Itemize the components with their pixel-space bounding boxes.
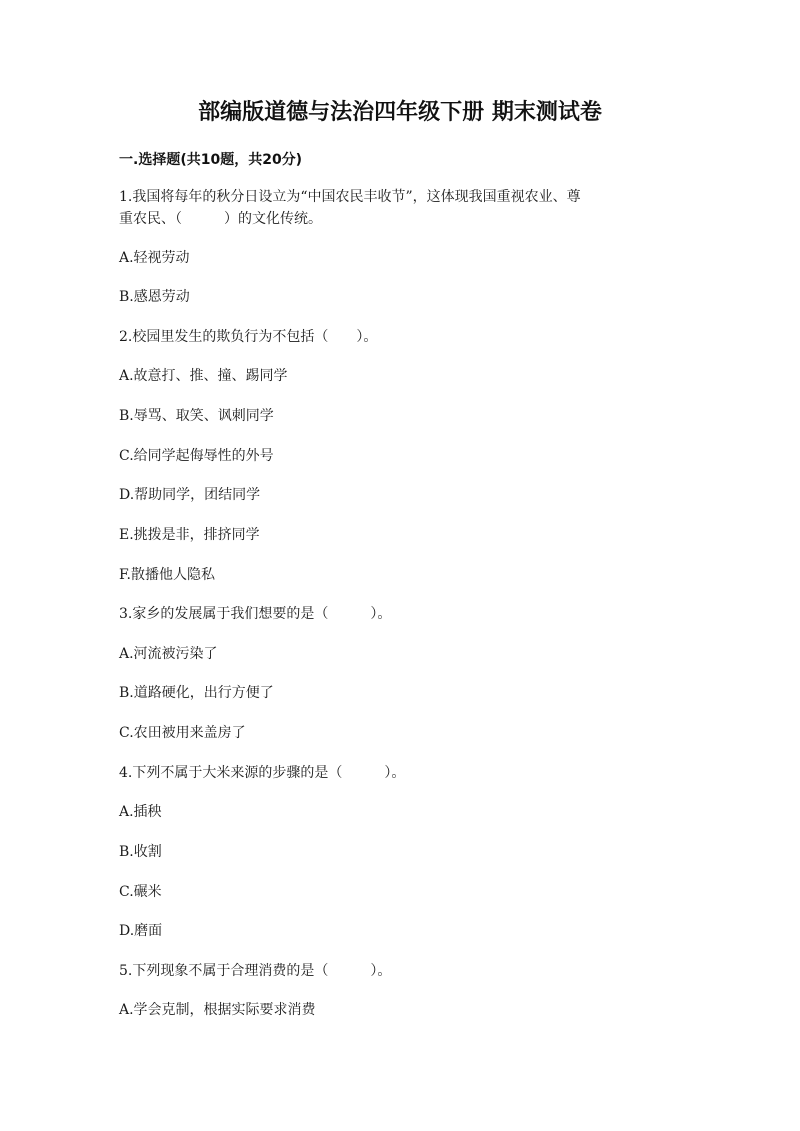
question-3-option-a: A.河流被污染了 (119, 646, 218, 662)
question-2-option-c: C.给同学起侮辱性的外号 (119, 448, 274, 464)
question-2-option-b: B.辱骂、取笑、讽刺同学 (119, 408, 274, 424)
question-2-option-f: F.散播他人隐私 (119, 567, 215, 583)
question-1-option-b: B.感恩劳动 (119, 289, 190, 305)
question-4-option-a: A.插秧 (119, 804, 162, 820)
section-heading: 一.选择题(共10题，共20分) (119, 152, 303, 168)
question-2-option-d: D.帮助同学，团结同学 (119, 487, 261, 503)
page-title: 部编版道德与法治四年级下册 期末测试卷 (198, 100, 602, 125)
question-4-option-d: D.磨面 (119, 923, 163, 939)
question-4-option-c: C.碾米 (119, 884, 162, 900)
question-3-text: 3.家乡的发展属于我们想要的是（ ）。 (119, 606, 392, 622)
question-1-option-a: A.轻视劳动 (119, 250, 190, 266)
question-3-option-b: B.道路硬化，出行方便了 (119, 685, 274, 701)
question-4-text: 4.下列不属于大米来源的步骤的是（ ）。 (119, 765, 406, 781)
question-4-option-b: B.收割 (119, 844, 162, 860)
question-1-text-line-1: 1.我国将每年的秋分日设立为“中国农民丰收节”，这体现我国重视农业、尊 (119, 189, 581, 205)
question-3-option-c: C.农田被用来盖房了 (119, 725, 246, 741)
question-2-option-a: A.故意打、推、撞、踢同学 (119, 368, 288, 384)
question-5-option-a: A.学会克制，根据实际要求消费 (119, 1002, 316, 1018)
question-2-text: 2.校园里发生的欺负行为不包括（ ）。 (119, 329, 378, 345)
question-5-text: 5.下列现象不属于合理消费的是（ ）。 (119, 963, 392, 979)
question-1-text-line-2: 重农民、（ ）的文化传统。 (119, 211, 322, 227)
question-2-option-e: E.挑拨是非，排挤同学 (119, 527, 260, 543)
